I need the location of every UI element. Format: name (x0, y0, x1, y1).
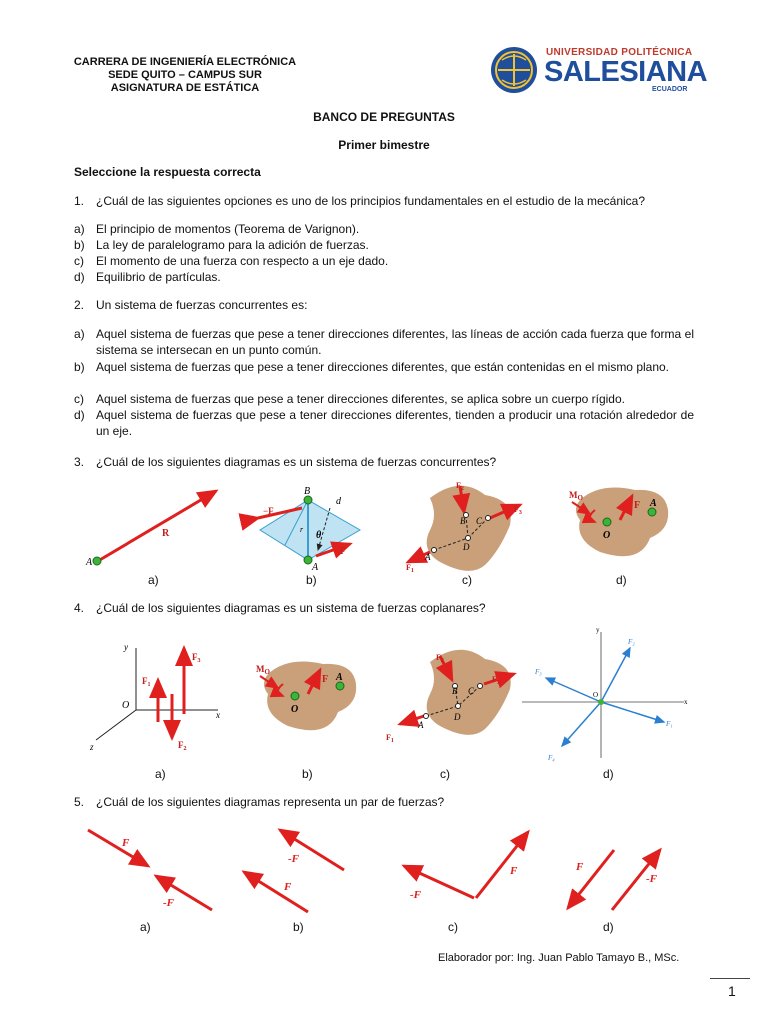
option-text: El principio de momentos (Teorema de Varignon). (96, 222, 360, 236)
vector-arrow (562, 702, 601, 746)
label-force: $F_3$ (192, 652, 201, 664)
q1-option-d (74, 269, 694, 285)
axis-label: x (216, 710, 220, 720)
label-force: −F (263, 506, 274, 516)
label-force: R (162, 528, 170, 539)
question-5 (74, 794, 444, 810)
vector-arrow (601, 648, 630, 702)
point-marker (648, 508, 656, 516)
option-text: Aquel sistema de fuerzas que pese a tener direcciones diferentes, las líneas de acción cada fuerza que forma el sistema se intersecan en un punto común. (96, 327, 694, 357)
label-point: A (312, 562, 319, 573)
point-marker (603, 518, 611, 526)
label-point: B (460, 516, 466, 526)
option-key: d) (74, 408, 85, 422)
force-arrow (244, 872, 308, 912)
q2-option-d (74, 407, 694, 439)
q4-diagram-d (522, 626, 688, 762)
q3-label-b: b) (306, 573, 317, 587)
label-force: F (122, 837, 130, 849)
label-force: -F (163, 897, 174, 909)
option-key: c) (74, 254, 84, 268)
option-text: Aquel sistema de fuerzas que pese a tener direcciones diferentes, tienden a producir una rotación alrededor de un eje. (96, 408, 694, 438)
axis-label: x (684, 698, 688, 706)
vector-label: F₄ (548, 754, 555, 762)
label-point: A (336, 672, 343, 683)
header-line-1: CARRERA DE INGENIERÍA ELECTRÓNICA (73, 56, 297, 68)
label-distance: d (336, 496, 341, 507)
label-radius: r (300, 525, 304, 534)
point-marker (304, 556, 312, 564)
label-force: $F_2$ (178, 740, 187, 752)
label-point: B (452, 686, 458, 696)
q5-label-a: a) (140, 920, 151, 934)
label-point: O (603, 530, 611, 541)
label-angle: θ (316, 530, 322, 541)
q1-option-b (74, 237, 694, 253)
q4-label-a: a) (155, 767, 166, 781)
q2-option-c (74, 391, 694, 407)
axis-label: y (596, 626, 600, 634)
q4-diagram-a (89, 642, 220, 752)
label-point: A (418, 720, 424, 730)
vector-label: F₂ (628, 638, 635, 646)
force-arrow (88, 830, 148, 866)
label-force: F (634, 500, 641, 511)
label-force: $F_1$ (386, 733, 394, 744)
label-point: A (425, 552, 431, 562)
label-point: A (650, 498, 657, 509)
option-key: d) (74, 270, 85, 284)
label-point: O (291, 704, 299, 715)
q4-label-b: b) (302, 767, 313, 781)
q3-diagram-c (406, 481, 522, 574)
q2-option-a (74, 326, 694, 358)
point-marker (336, 682, 344, 690)
label-force: $F_1$ (142, 676, 151, 688)
instruction: Seleccione la respuesta correcta (74, 165, 261, 179)
q2-option-b (74, 359, 694, 375)
q5-label-d: d) (603, 920, 614, 934)
option-key: a) (74, 222, 85, 236)
question-number: 3. (74, 455, 85, 469)
q4-label-d: d) (603, 767, 614, 781)
header-line-3: ASIGNATURA DE ESTÁTICA (110, 82, 260, 94)
axis-label: y (124, 642, 128, 652)
label-force: F (284, 881, 292, 893)
header-line-2: SEDE QUITO – CAMPUS SUR (108, 69, 262, 81)
vector-arrow (601, 702, 664, 722)
point-marker (598, 699, 604, 705)
axis-label: z (90, 742, 94, 752)
label-force: $F_2$ (436, 653, 444, 664)
question-text: ¿Cuál de las siguientes opciones es uno de los principios fundamentales en el estudio de la mecánica? (96, 194, 646, 208)
label-point: B (304, 486, 311, 497)
q3-figures (0, 470, 768, 590)
label-point: A (86, 557, 93, 568)
label-force: $F_2$ (456, 481, 464, 492)
q4-diagram-c (386, 650, 514, 744)
option-key: b) (74, 238, 85, 252)
label-moment: $M_O$ (256, 664, 270, 676)
logo-name-text: SALESIANA (544, 56, 708, 88)
vector-label: F₃ (535, 668, 542, 676)
q5-diagram-d (568, 850, 660, 910)
question-number: 1. (74, 194, 85, 208)
question-text: ¿Cuál de los siguientes diagramas es un sistema de fuerzas coplanares? (96, 601, 486, 615)
q4-figures (0, 622, 768, 762)
question-2 (74, 297, 307, 313)
question-number: 2. (74, 298, 85, 312)
option-key: a) (74, 327, 85, 341)
q5-diagram-c (404, 832, 528, 901)
author-credit: Elaborador por: Ing. Juan Pablo Tamayo B., MSc. (438, 952, 680, 964)
vector-label: F₁ (666, 720, 673, 728)
page-title: BANCO DE PREGUNTAS (313, 110, 455, 124)
q3-label-d: d) (616, 573, 627, 587)
label-force: $F_1$ (406, 563, 414, 574)
header-block (60, 56, 310, 95)
option-text: La ley de paralelogramo para la adición de fuerzas. (96, 238, 369, 252)
option-key: b) (74, 360, 85, 374)
question-number: 5. (74, 795, 85, 809)
q1-option-c (74, 253, 694, 269)
force-arrow (568, 850, 614, 908)
q3-diagram-d (569, 488, 668, 557)
label-force: -F (288, 853, 299, 865)
page-number: 1 (728, 983, 736, 999)
university-logo (488, 44, 708, 96)
q3-label-a: a) (148, 573, 159, 587)
page-subtitle: Primer bimestre (338, 138, 430, 152)
q4-diagram-b (256, 662, 356, 731)
label-force: F (510, 865, 518, 877)
q3-diagram-b (258, 486, 360, 573)
point-marker (291, 692, 299, 700)
label-moment: $M_O$ (569, 490, 583, 502)
label-force: -F (646, 873, 657, 885)
q4-label-c: c) (440, 767, 450, 781)
label-force: F (322, 674, 329, 685)
question-text: Un sistema de fuerzas concurrentes es: (96, 298, 308, 312)
q3-label-c: c) (462, 573, 472, 587)
footer-divider (710, 978, 750, 979)
label-force: F (340, 546, 346, 556)
question-3 (74, 454, 496, 470)
question-text: ¿Cuál de los siguientes diagramas representa un par de fuerzas? (96, 795, 445, 809)
label-force: $F_3$ (492, 675, 500, 686)
force-arrow (476, 832, 528, 898)
q5-diagram-a (88, 830, 212, 910)
point-marker (304, 496, 312, 504)
option-text: Equilibrio de partículas. (96, 270, 221, 284)
label-force: $F_3$ (514, 505, 522, 516)
point-marker (93, 557, 101, 565)
option-key: c) (74, 392, 84, 406)
question-1 (74, 193, 645, 209)
label-origin: O (593, 691, 599, 699)
q5-label-b: b) (293, 920, 304, 934)
force-arrow (98, 491, 216, 561)
label-point: D (463, 542, 470, 552)
label-origin: O (122, 700, 130, 711)
q5-diagram-b (244, 830, 344, 912)
logo-country-text: ECUADOR (652, 86, 688, 93)
option-text: Aquel sistema de fuerzas que pese a tener direcciones diferentes, que están contenidas en el mismo plano. (96, 360, 670, 374)
label-point: D (454, 712, 461, 722)
question-number: 4. (74, 601, 85, 615)
rigid-body (427, 486, 511, 571)
logo-top-text: UNIVERSIDAD POLITÉCNICA (546, 47, 693, 58)
label-point: C (476, 516, 483, 526)
q5-figures (0, 818, 768, 922)
option-text: Aquel sistema de fuerzas que pese a tener direcciones diferentes, se aplica sobre un cuerpo rígido. (96, 392, 625, 406)
q5-label-c: c) (448, 920, 458, 934)
option-text: El momento de una fuerza con respecto a un eje dado. (96, 254, 389, 268)
question-4 (74, 600, 486, 616)
label-point: C (468, 686, 475, 696)
vector-arrow (546, 678, 601, 702)
label-force: -F (410, 889, 421, 901)
q3-diagram-a (85, 491, 216, 568)
question-text: ¿Cuál de los siguientes diagramas es un sistema de fuerzas concurrentes? (96, 455, 497, 469)
label-force: F (576, 861, 584, 873)
q1-option-a (74, 221, 694, 237)
